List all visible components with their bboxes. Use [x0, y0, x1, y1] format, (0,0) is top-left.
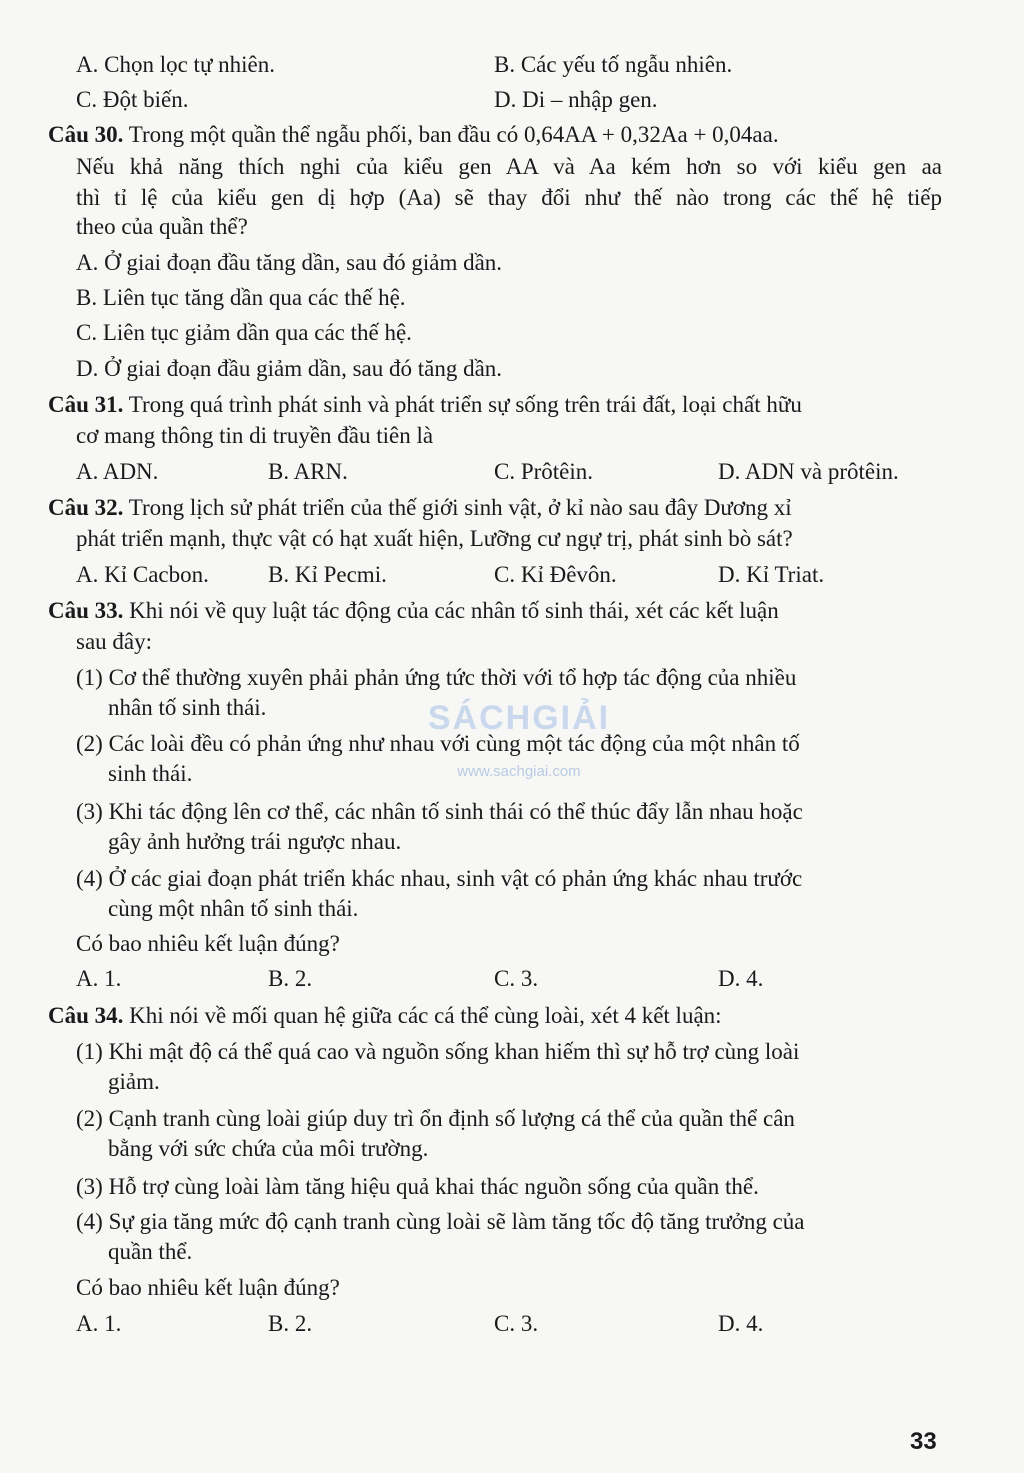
question-label: Câu 31.: [48, 392, 124, 417]
prev-option-b: B. Các yếu tố ngẫu nhiên.: [494, 52, 733, 77]
option-b: B. Kỉ Pecmi.: [268, 562, 387, 587]
option-b: B. 2.: [268, 966, 313, 991]
statement-3: (3) Hỗ trợ cùng loài làm tăng hiệu quả khai thác nguồn sống của quần thể.: [76, 1174, 759, 1199]
option-d: D. 4.: [718, 1311, 764, 1336]
statement-2-cont: bằng với sức chứa của môi trường.: [108, 1136, 429, 1161]
question-31: [48, 390, 802, 420]
question-text: phát triển mạnh, thực vật có hạt xuất hiện, Lưỡng cư ngự trị, phát sinh bò sát?: [76, 526, 793, 551]
option-b: B. Liên tục tăng dần qua các thế hệ.: [76, 285, 406, 310]
option-c: C. 3.: [494, 966, 539, 991]
option-b: B. 2.: [268, 1311, 313, 1336]
page-number: 33: [910, 1428, 937, 1455]
option-c: C. Prôtêin.: [494, 459, 594, 484]
statement-1-cont: giảm.: [108, 1069, 160, 1094]
question-prompt: Có bao nhiêu kết luận đúng?: [76, 931, 340, 956]
prev-option-a: A. Chọn lọc tự nhiên.: [76, 52, 276, 77]
question-text: Nếu khả năng thích nghi của kiểu gen AA và Aa kém hơn so với kiểu gen aa: [76, 154, 942, 179]
watermark: [414, 700, 624, 782]
option-a: A. 1.: [76, 966, 122, 991]
option-a: A. Kỉ Cacbon.: [76, 562, 209, 587]
question-33: [48, 596, 779, 626]
question-text: sau đây:: [76, 629, 153, 654]
question-text: Trong lịch sử phát triển của thế giới sinh vật, ở kỉ nào sau đây Dương xỉ: [123, 495, 792, 520]
question-34: [48, 1001, 722, 1031]
question-text: Khi nói về mối quan hệ giữa các cá thể cùng loài, xét 4 kết luận:: [123, 1003, 722, 1028]
question-prompt: Có bao nhiêu kết luận đúng?: [76, 1275, 340, 1300]
statement-3: (3) Khi tác động lên cơ thể, các nhân tố sinh thái có thể thúc đẩy lẫn nhau hoặc: [76, 799, 803, 824]
statement-1-cont: nhân tố sinh thái.: [108, 695, 267, 720]
question-text: cơ mang thông tin di truyền đầu tiên là: [76, 423, 434, 448]
statement-1: (1) Khi mật độ cá thể quá cao và nguồn sống khan hiếm thì sự hỗ trợ cùng loài: [76, 1039, 800, 1064]
option-a: A. ADN.: [76, 459, 159, 484]
statement-4-cont: quần thể.: [108, 1239, 193, 1264]
option-b: B. ARN.: [268, 459, 348, 484]
statement-3-cont: gây ảnh hưởng trái ngược nhau.: [108, 829, 402, 854]
question-label: Câu 32.: [48, 495, 124, 520]
statement-4: (4) Sự gia tăng mức độ cạnh tranh cùng loài sẽ làm tăng tốc độ tăng trưởng của: [76, 1209, 805, 1234]
statement-2-cont: sinh thái.: [108, 761, 193, 786]
statement-2: (2) Cạnh tranh cùng loài giúp duy trì ổn định số lượng cá thể của quần thể cân: [76, 1106, 795, 1131]
option-c: C. Liên tục giảm dần qua các thế hệ.: [76, 320, 412, 345]
statement-4: (4) Ở các giai đoạn phát triển khác nhau, sinh vật có phản ứng khác nhau trước: [76, 866, 803, 891]
question-text: thì tỉ lệ của kiểu gen dị hợp (Aa) sẽ thay đổi như thế nào trong các thế hệ tiếp: [76, 185, 942, 210]
question-text: Khi nói về quy luật tác động của các nhân tố sinh thái, xét các kết luận: [123, 598, 779, 623]
option-a: A. 1.: [76, 1311, 122, 1336]
option-d: D. Kỉ Triat.: [718, 562, 825, 587]
option-d: D. ADN và prôtêin.: [718, 459, 899, 484]
statement-2: (2) Các loài đều có phản ứng như nhau với cùng một tác động của một nhân tố: [76, 731, 800, 756]
watermark-logo: SÁCHGIẢI: [427, 699, 611, 737]
question-text: Trong quá trình phát sinh và phát triển sự sống trên trái đất, loại chất hữu: [123, 392, 802, 417]
watermark-url: www.sachgiai.com: [457, 763, 581, 780]
question-30: [48, 120, 779, 150]
question-32: [48, 493, 792, 523]
question-text: Trong một quần thể ngẫu phối, ban đầu có 0,64AA + 0,32Aa + 0,04aa.: [123, 122, 779, 147]
question-label: Câu 34.: [48, 1003, 124, 1028]
option-d: D. 4.: [718, 966, 764, 991]
option-c: C. 3.: [494, 1311, 539, 1336]
option-d: D. Ở giai đoạn đầu giảm dần, sau đó tăng dần.: [76, 356, 503, 381]
statement-4-cont: cùng một nhân tố sinh thái.: [108, 896, 359, 921]
prev-option-c: C. Đột biến.: [76, 87, 189, 112]
question-text: theo của quần thể?: [76, 214, 248, 239]
question-label: Câu 30.: [48, 122, 124, 147]
option-c: C. Kỉ Đêvôn.: [494, 562, 617, 587]
statement-1: (1) Cơ thể thường xuyên phải phản ứng tức thời với tổ hợp tác động của nhiều: [76, 665, 797, 690]
option-a: A. Ở giai đoạn đầu tăng dần, sau đó giảm dần.: [76, 250, 503, 275]
prev-option-d: D. Di – nhập gen.: [494, 87, 658, 112]
question-label: Câu 33.: [48, 598, 124, 623]
